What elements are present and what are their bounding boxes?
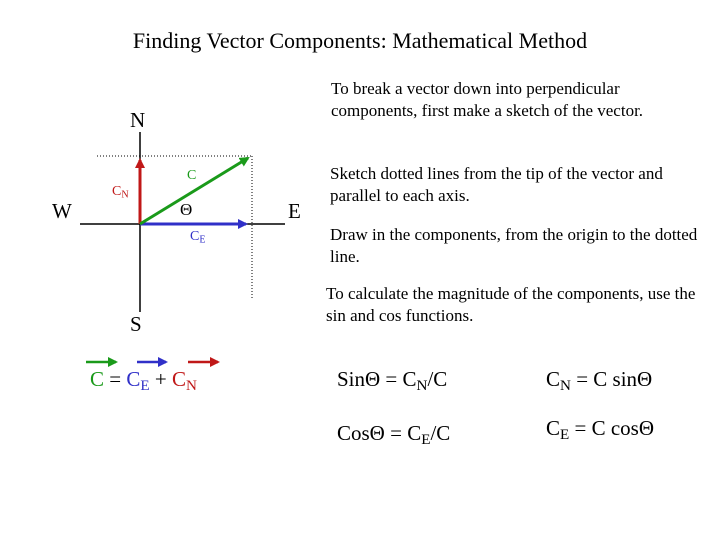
- vector-c-label: C: [187, 168, 197, 183]
- east-component-label: $C_E$: [190, 229, 206, 246]
- angle-theta-label: Θ: [180, 200, 193, 219]
- north-component-label: $C_N$: [112, 184, 129, 201]
- eq-ce: $C_E$: [126, 367, 150, 394]
- west-label: W: [52, 199, 72, 223]
- east-label: E: [288, 199, 301, 223]
- step-2-text: Sketch dotted lines from the tip of the vector and parallel to each axis.: [330, 164, 663, 205]
- south-label: S: [130, 312, 142, 336]
- eq-equals: =: [109, 367, 122, 391]
- ce-formula: $C_E = C$ cosΘ: [546, 416, 655, 443]
- north-label: N: [130, 108, 146, 132]
- eq-c: C: [90, 367, 105, 391]
- step-1-text: To break a vector down into perpendicular components, first make a sketch of the vector.: [331, 79, 644, 120]
- step-4-text: To calculate the magnitude of the components, use the sin and cos functions.: [326, 284, 696, 325]
- cos-formula: $Cos\Theta = C_E/C$: [337, 421, 451, 448]
- step-3-text: Draw in the components, from the origin to the dotted line.: [330, 225, 698, 266]
- main-equation: [90, 367, 197, 395]
- eq-plus: +: [154, 367, 167, 391]
- sin-formula: $Sin\Theta = C_N/C$: [337, 367, 448, 394]
- slide-title: Finding Vector Components: Mathematical Method: [132, 28, 588, 53]
- cn-formula: $C_N = C$ sinΘ: [546, 367, 653, 394]
- eq-cn: $C_N$: [171, 367, 197, 394]
